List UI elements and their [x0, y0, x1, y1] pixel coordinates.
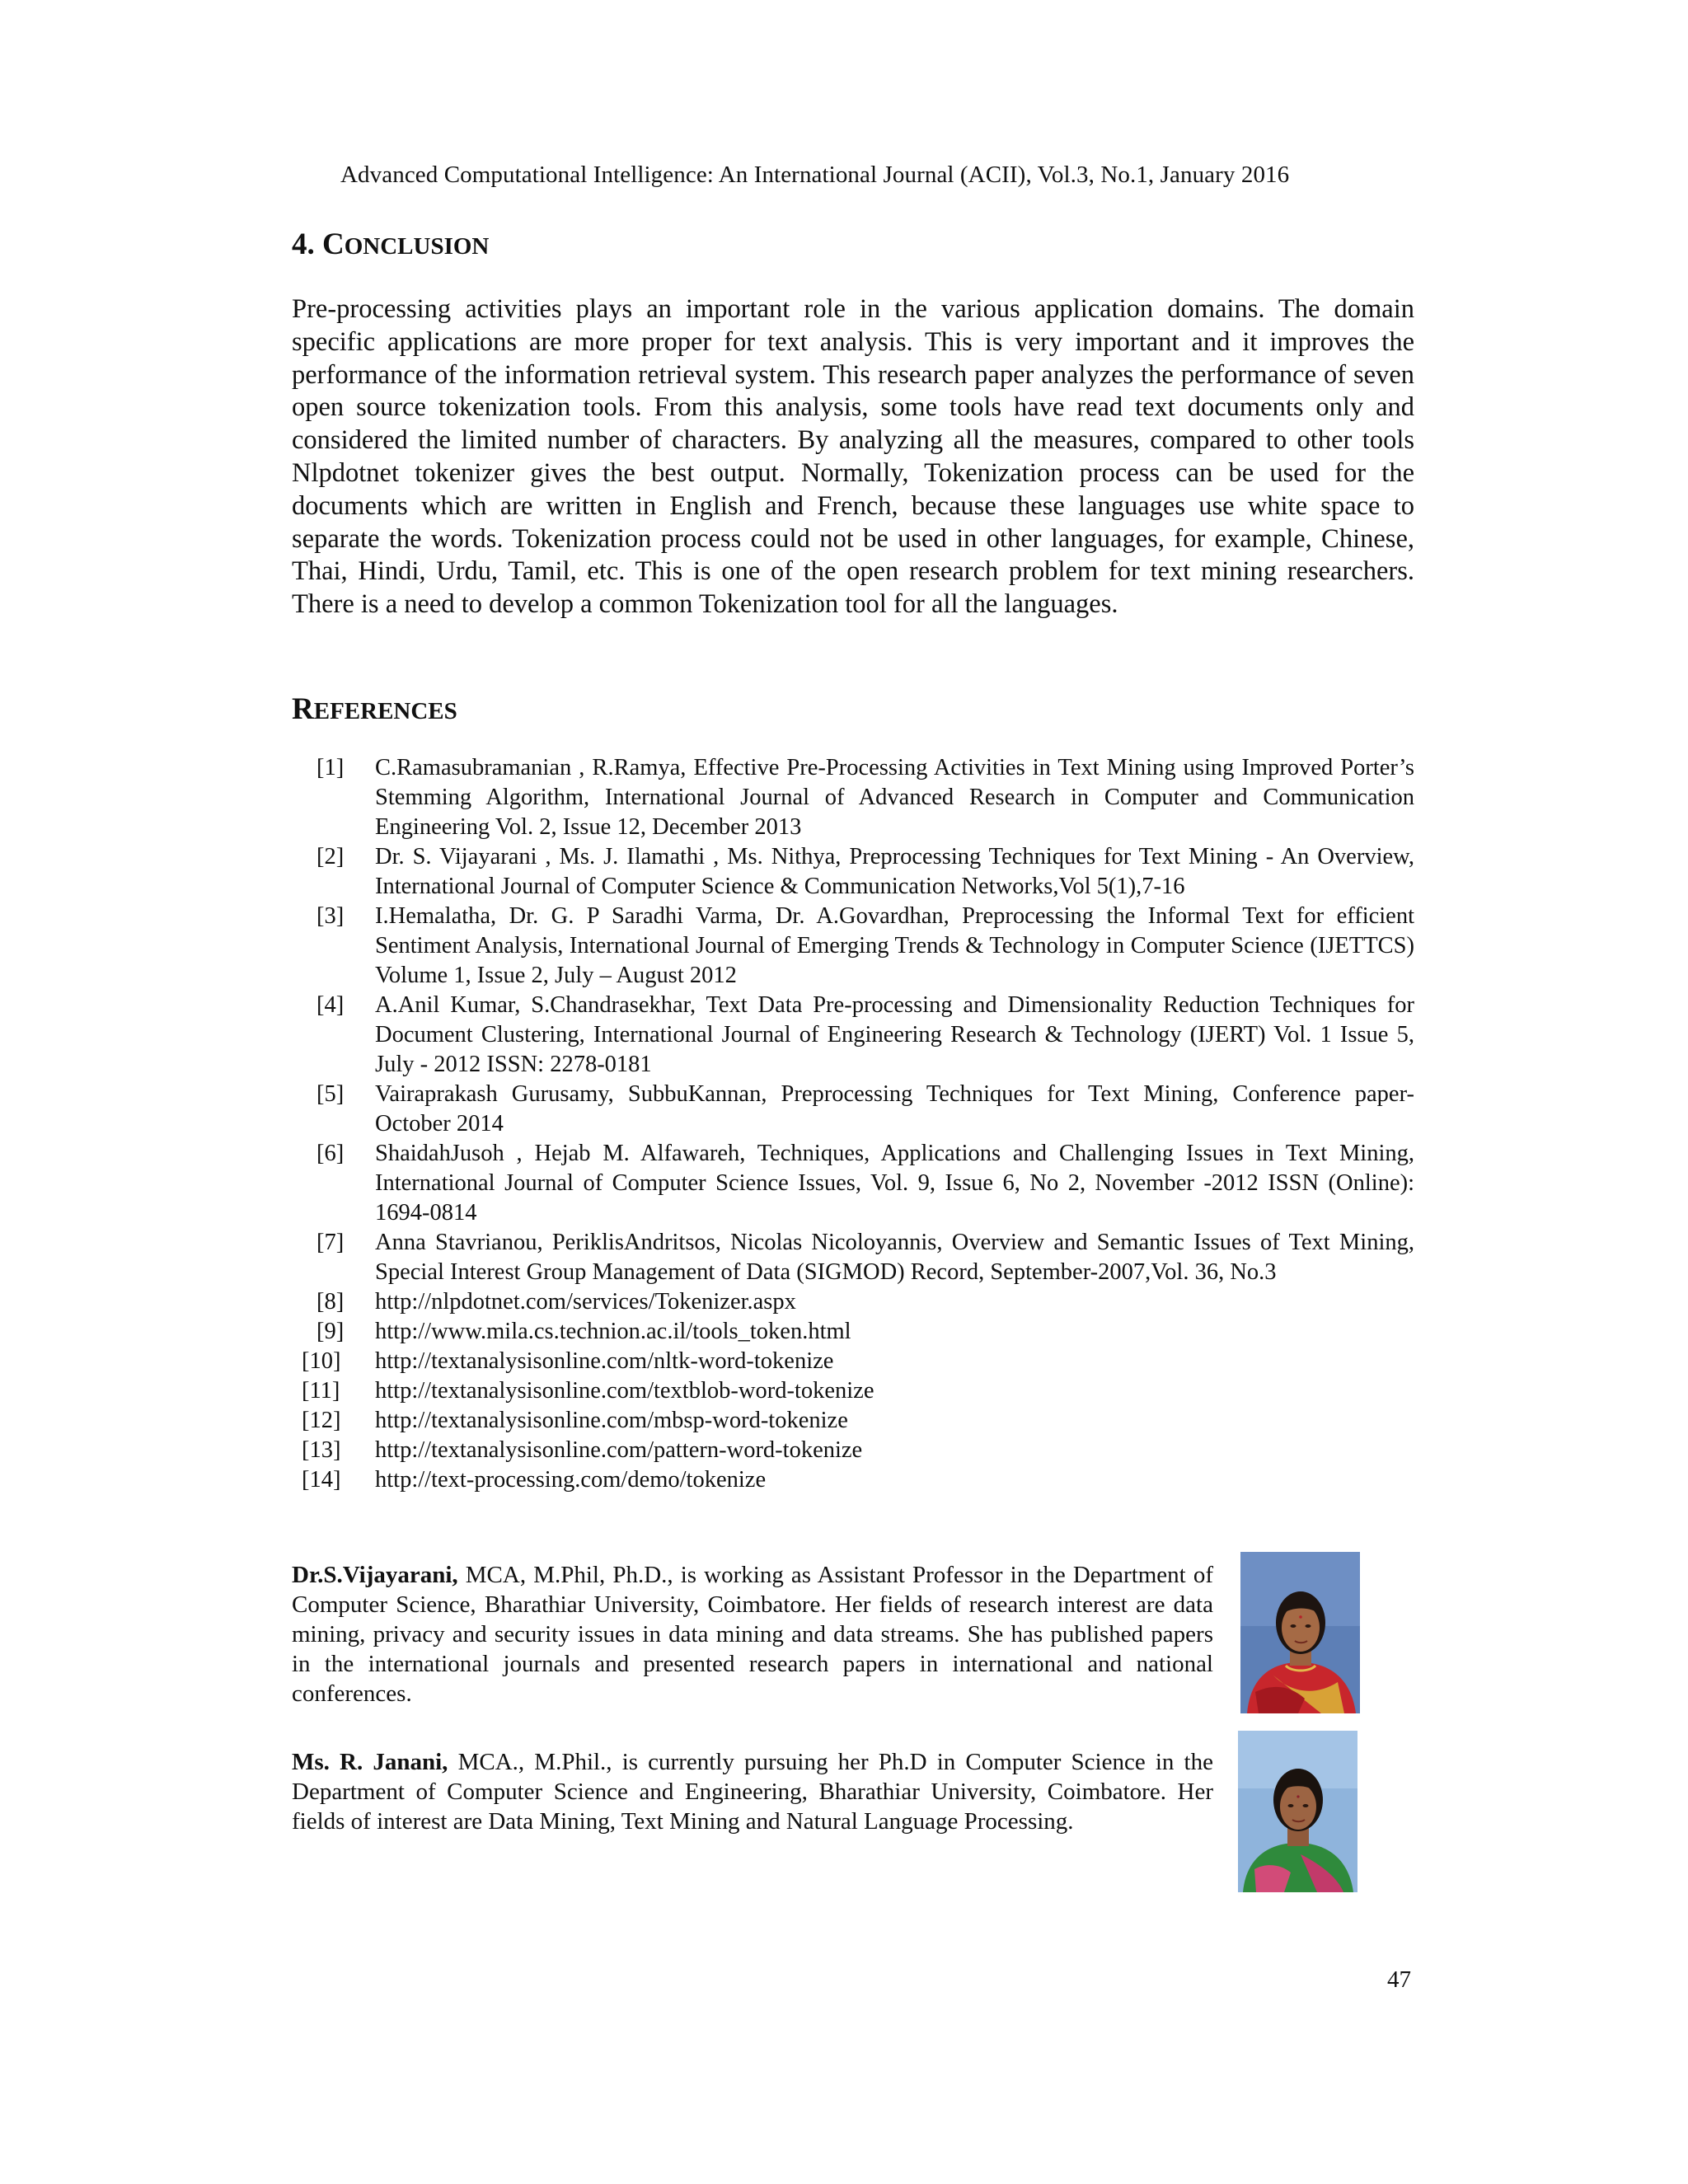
conclusion-heading [292, 229, 489, 260]
heading-rest: EFERENCES [313, 698, 457, 724]
reference-item [292, 991, 1414, 1080]
reference-item [292, 1406, 1414, 1436]
reference-text: Dr. S. Vijayarani , Ms. J. Ilamathi , Ms. Nithya, Preprocessing Techniques for Text Mining - An Overview, International Journal of Computer Science & Communication Networks,Vol 5(1),7-16 [375, 844, 1414, 899]
reference-item [292, 1287, 1414, 1317]
reference-text: Anna Stavrianou, PeriklisAndritsos, Nicolas Nicoloyannis, Overview and Semantic Issues of Text Mining, Special Interest Group Management of Data (SIGMOD) Record, September-2007,Vol. 36, No.3 [375, 1230, 1414, 1285]
author-photo-janani [1238, 1731, 1357, 1892]
reference-number: [6] [316, 1141, 345, 1166]
heading-initial: C [322, 227, 345, 261]
reference-link[interactable]: http://textanalysisonline.com/mbsp-word-tokenize [375, 1408, 848, 1433]
reference-text: A.Anil Kumar, S.Chandrasekhar, Text Data Pre-processing and Dimensionality Reduction Techniques for Document Clustering, International Journal of Engineering Research & Technology (IJERT) Vol. 1 Issue 5, July - 2012 ISSN: 2278-0181 [375, 992, 1414, 1077]
reference-number: [11] [302, 1378, 340, 1404]
reference-item [292, 1228, 1414, 1287]
portrait-illustration [1240, 1552, 1360, 1713]
reference-number: [2] [316, 844, 345, 869]
reference-text: ShaidahJusoh , Hejab M. Alfawareh, Techniques, Applications and Challenging Issues in Text Mining, International Journal of Computer Science Issues, Vol. 9, Issue 6, No 2, November -2012 ISSN (Online): 1694-0814 [375, 1141, 1414, 1226]
reference-item [292, 1465, 1414, 1495]
conclusion-paragraph: Pre-processing activities plays an important role in the various application domains. The domain specific applications are more proper for text analysis. This is very important and it improves the performance of the information retrieval system. This research paper analyzes the performance of seven open source tokenization tools. From this analysis, some tools have read text documents only and considered the limited number of characters. By analyzing all the measures, compared to other tools Nlpdotnet tokenizer gives the best output. Normally, Tokenization process can be used for the documents which are written in English and French, because these languages use white space to separate the words. Tokenization process could not be used in other languages, for example, Chinese, Thai, Hindi, Urdu, Tamil, etc. This is one of the open research problem for text mining researchers. There is a need to develop a common Tokenization tool for all the languages. [292, 294, 1414, 620]
heading-rest: ONCLUSION [344, 233, 490, 260]
author-name: Dr.S.Vijayarani, [292, 1562, 458, 1588]
reference-item [292, 1317, 1414, 1347]
reference-item [292, 1080, 1414, 1139]
reference-list [292, 753, 1414, 1495]
author-bio-text: MCA., M.Phil., is currently pursuing her Ph.D in Computer Science in the Department of Computer Science and Engineering, Bharathiar University, Coimbatore. Her fields of interest are Data Mining, Text Mining and Natural Language Processing. [292, 1749, 1213, 1835]
page-number: 47 [1387, 1966, 1411, 1993]
reference-link[interactable]: http://text-processing.com/demo/tokenize [375, 1467, 767, 1493]
reference-item [292, 1347, 1414, 1376]
running-header: Advanced Computational Intelligence: An International Journal (ACII), Vol.3, No.1, January 2016 [340, 162, 1290, 188]
reference-number: [14] [302, 1467, 341, 1493]
author-photo-vijayarani [1240, 1552, 1360, 1713]
section-number: 4. [292, 227, 315, 261]
heading-initial: R [292, 692, 314, 726]
reference-number: [10] [302, 1348, 341, 1374]
reference-link[interactable]: http://www.mila.cs.technion.ac.il/tools_token.html [375, 1319, 851, 1344]
reference-item [292, 842, 1414, 902]
author-bio-text: MCA, M.Phil, Ph.D., is working as Assistant Professor in the Department of Computer Science, Bharathiar University, Coimbatore. Her fields of research interest are data mining, privacy and security issues in data mining and data streams. She has published papers in the international journals and presented research papers in international and national conferences. [292, 1562, 1213, 1707]
reference-link[interactable]: http://textanalysisonline.com/textblob-word-tokenize [375, 1378, 874, 1404]
reference-link[interactable]: http://textanalysisonline.com/nltk-word-tokenize [375, 1348, 834, 1374]
reference-number: [12] [302, 1408, 341, 1433]
reference-link[interactable]: http://nlpdotnet.com/services/Tokenizer.aspx [375, 1289, 796, 1315]
references-heading [292, 694, 457, 724]
reference-number: [7] [316, 1230, 345, 1255]
reference-number: [8] [316, 1289, 345, 1315]
reference-item [292, 753, 1414, 842]
reference-text: C.Ramasubramanian , R.Ramya, Effective Pre-Processing Activities in Text Mining using Improved Porter’s Stemming Algorithm, International Journal of Advanced Research in Computer and Communication Engineering Vol. 2, Issue 12, December 2013 [375, 755, 1414, 840]
author-bio-janani [292, 1747, 1213, 1836]
reference-item [292, 1139, 1414, 1228]
reference-number: [9] [316, 1319, 345, 1344]
author-name: Ms. R. Janani, [292, 1749, 448, 1775]
reference-number: [4] [316, 992, 345, 1018]
reference-number: [1] [316, 755, 345, 780]
reference-text: Vairaprakash Gurusamy, SubbuKannan, Preprocessing Techniques for Text Mining, Conference paper- October 2014 [375, 1081, 1414, 1137]
reference-number: [13] [302, 1437, 341, 1463]
reference-text: I.Hemalatha, Dr. G. P Saradhi Varma, Dr. A.Govardhan, Preprocessing the Informal Text for efficient Sentiment Analysis, International Journal of Emerging Trends & Technology in Computer Science (IJETTCS) Volume 1, Issue 2, July – August 2012 [375, 903, 1414, 988]
portrait-illustration [1238, 1731, 1357, 1892]
reference-item [292, 902, 1414, 991]
reference-link[interactable]: http://textanalysisonline.com/pattern-word-tokenize [375, 1437, 863, 1463]
reference-item [292, 1376, 1414, 1406]
reference-item [292, 1436, 1414, 1465]
reference-number: [5] [316, 1081, 345, 1107]
reference-number: [3] [316, 903, 345, 929]
author-bio-vijayarani [292, 1560, 1213, 1708]
